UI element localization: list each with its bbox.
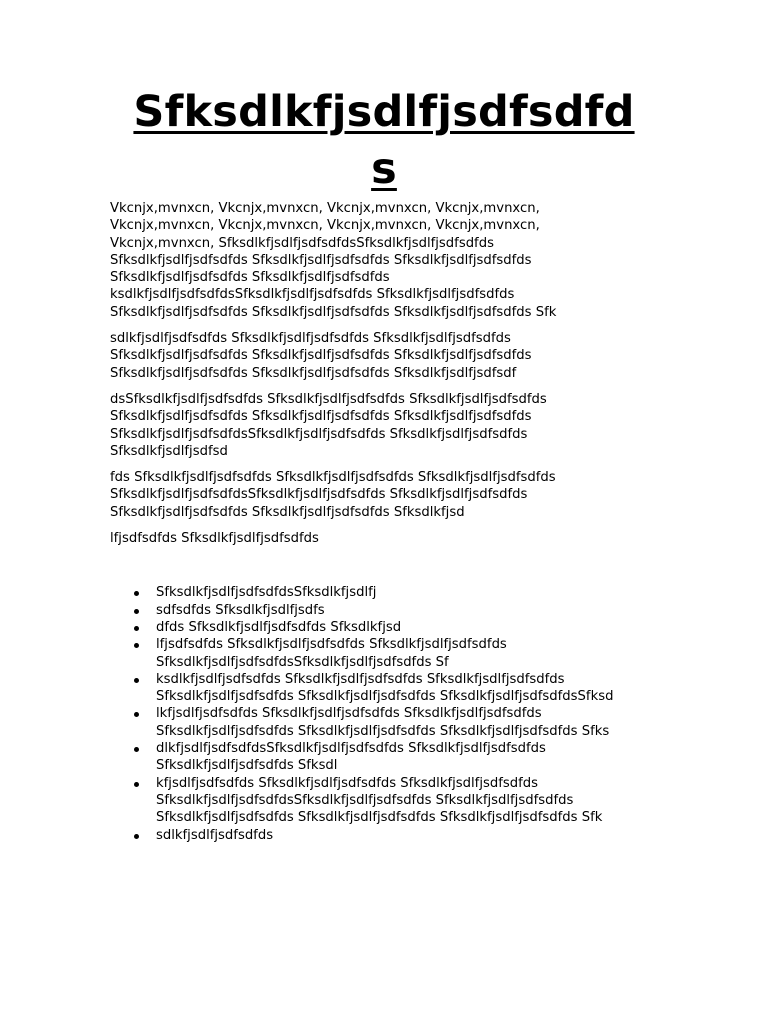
text-line: sdfsdfds Sfksdlkfjsdlfjsdfs: [156, 602, 325, 618]
text-line: Sfksdlkfjsdlfjsdfsdfds Sfksdlkfjsdlfjsdfsdfds Sfksdlkfjsdlfjsdfsdf: [110, 365, 517, 381]
bullet-item: [110, 602, 670, 619]
text-line: dfds Sfksdlkfjsdlfjsdfsdfds Sfksdlkfjsd: [156, 619, 402, 635]
text-line: SfksdlkfjsdlfjsdfsdfdsSfksdlkfjsdlfjsdfsdfds Sfksdlkfjsdlfjsdfsdfds: [110, 487, 528, 503]
text-line: fds Sfksdlkfjsdlfjsdfsdfds Sfksdlkfjsdlfjsdfsdfds Sfksdlkfjsdlfjsdfsdfds: [110, 470, 556, 486]
title-line: Sfksdlkfjsdlfjsdfsdfd: [133, 87, 635, 137]
text-line: Sfksdlkfjsdlfjsdfsdfds Sfksdl: [156, 758, 338, 774]
text-line: Vkcnjx,mvnxcn, SfksdlkfjsdlfjsdfsdfdsSfksdlkfjsdlfjsdfsdfds: [110, 235, 494, 251]
bullet-dot-icon: [134, 712, 139, 717]
bullet-item: [110, 827, 670, 844]
text-line: Sfksdlkfjsdlfjsdfsdfds Sfksdlkfjsdlfjsdfsdfds: [110, 270, 390, 286]
text-line: sdlkfjsdlfjsdfsdfds Sfksdlkfjsdlfjsdfsdfds Sfksdlkfjsdlfjsdfsdfds: [110, 331, 511, 347]
bullet-item: [110, 775, 670, 827]
document-body: [110, 200, 670, 844]
text-line: ksdlkfjsdlfjsdfsdfds Sfksdlkfjsdlfjsdfsdfds Sfksdlkfjsdlfjsdfsdfds: [156, 671, 565, 687]
text-line: SfksdlkfjsdlfjsdfsdfdsSfksdlkfjsdlfjsdfsdfds Sfksdlkfjsdlfjsdfsdfds: [110, 426, 528, 442]
paragraph: [110, 200, 670, 321]
bullet-item: [110, 619, 670, 636]
bullet-item: [110, 671, 670, 706]
bullet-dot-icon: [134, 609, 139, 614]
title-line: s: [371, 144, 397, 194]
text-line: Sfksdlkfjsdlfjsdfsdfds Sfksdlkfjsdlfjsdfsdfds SfksdlkfjsdlfjsdfsdfdsSfksd: [156, 689, 614, 705]
bullet-dot-icon: [134, 747, 139, 752]
text-line: Sfksdlkfjsdlfjsdfsdfds Sfksdlkfjsdlfjsdfsdfds Sfksdlkfjsdlfjsdfsdfds: [110, 348, 532, 364]
text-line: Sfksdlkfjsdlfjsdfsdfds Sfksdlkfjsdlfjsdfsdfds Sfksdlkfjsdlfjsdfsdfds Sfk: [156, 810, 603, 826]
text-line: lkfjsdlfjsdfsdfds Sfksdlkfjsdlfjsdfsdfds Sfksdlkfjsdlfjsdfsdfds: [156, 706, 542, 722]
bullet-dot-icon: [134, 591, 139, 596]
text-line: Vkcnjx,mvnxcn, Vkcnjx,mvnxcn, Vkcnjx,mvnxcn, Vkcnjx,mvnxcn,: [110, 218, 540, 234]
text-line: ksdlkfjsdlfjsdfsdfdsSfksdlkfjsdlfjsdfsdfds Sfksdlkfjsdlfjsdfsdfds: [110, 287, 515, 303]
bullet-item: [110, 740, 670, 775]
document-title: [100, 84, 668, 198]
bullet-dot-icon: [134, 834, 139, 839]
text-line: SfksdlkfjsdlfjsdfsdfdsSfksdlkfjsdlfjsdfsdfds Sfksdlkfjsdlfjsdfsdfds: [156, 792, 574, 808]
bullet-item: [110, 584, 670, 601]
bullet-list: [110, 584, 670, 843]
paragraph: [110, 391, 670, 460]
text-line: lfjsdfsdfds Sfksdlkfjsdlfjsdfsdfds Sfksdlkfjsdlfjsdfsdfds: [156, 637, 507, 653]
text-line: SfksdlkfjsdlfjsdfsdfdsSfksdlkfjsdlfj: [156, 585, 377, 601]
text-line: sdlkfjsdlfjsdfsdfds: [156, 827, 274, 843]
bullet-dot-icon: [134, 643, 139, 648]
text-line: dsSfksdlkfjsdlfjsdfsdfds Sfksdlkfjsdlfjsdfsdfds Sfksdlkfjsdlfjsdfsdfds: [110, 391, 547, 407]
bullet-item: [110, 636, 670, 671]
text-line: lfjsdfsdfds Sfksdlkfjsdlfjsdfsdfds: [110, 531, 319, 547]
text-line: Sfksdlkfjsdlfjsdfsdfds Sfksdlkfjsdlfjsdfsdfds Sfksdlkfjsdlfjsdfsdfds Sfks: [156, 723, 610, 739]
text-line: Sfksdlkfjsdlfjsdfsdfds Sfksdlkfjsdlfjsdfsdfds Sfksdlkfjsdlfjsdfsdfds: [110, 409, 532, 425]
text-line: Vkcnjx,mvnxcn, Vkcnjx,mvnxcn, Vkcnjx,mvnxcn, Vkcnjx,mvnxcn,: [110, 201, 540, 216]
text-line: Sfksdlkfjsdlfjsdfsdfds Sfksdlkfjsdlfjsdfsdfds Sfksdlkfjsdlfjsdfsdfds: [110, 252, 532, 268]
bullet-dot-icon: [134, 626, 139, 631]
paragraph: [110, 330, 670, 382]
bullet-item: [110, 705, 670, 740]
paragraph: [110, 530, 670, 547]
text-line: Sfksdlkfjsdlfjsdfsd: [110, 443, 228, 459]
text-line: SfksdlkfjsdlfjsdfsdfdsSfksdlkfjsdlfjsdfsdfds Sf: [156, 654, 449, 670]
bullet-dot-icon: [134, 782, 139, 787]
text-line: Sfksdlkfjsdlfjsdfsdfds Sfksdlkfjsdlfjsdfsdfds Sfksdlkfjsd: [110, 504, 465, 520]
bullet-dot-icon: [134, 678, 139, 683]
text-line: Sfksdlkfjsdlfjsdfsdfds Sfksdlkfjsdlfjsdfsdfds Sfksdlkfjsdlfjsdfsdfds Sfk: [110, 304, 557, 320]
paragraph: [110, 469, 670, 521]
text-line: kfjsdlfjsdfsdfds Sfksdlkfjsdlfjsdfsdfds Sfksdlkfjsdlfjsdfsdfds: [156, 775, 538, 791]
text-line: dlkfjsdlfjsdfsdfdsSfksdlkfjsdlfjsdfsdfds Sfksdlkfjsdlfjsdfsdfds: [156, 741, 546, 757]
